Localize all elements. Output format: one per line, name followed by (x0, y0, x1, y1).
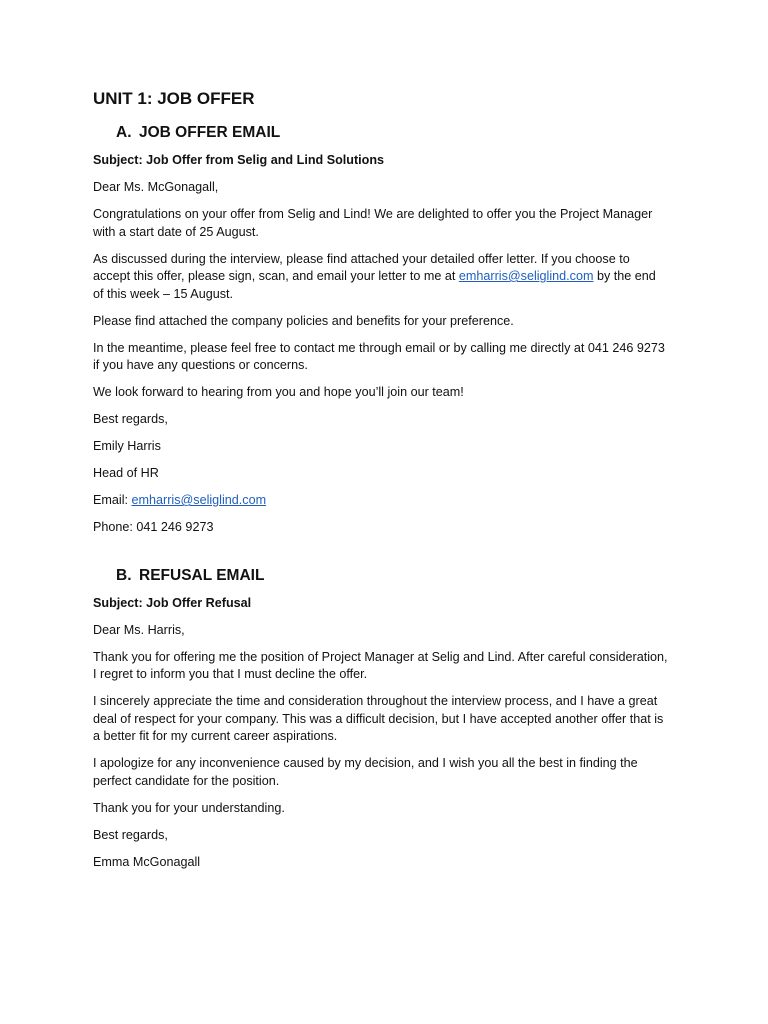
section-b-greeting: Dear Ms. Harris, (93, 622, 185, 637)
section-b-paragraph-2: I sincerely appreciate the time and consideration throughout the interview process, and I have a great deal of respect for your company. This was a difficult decision, but I have accepted another offer that is a better fit for my current career aspirations. (93, 694, 664, 743)
section-a-paragraph-5: We look forward to hearing from you and hope you’ll join our team! (93, 385, 464, 399)
email-label: Email: (93, 493, 132, 507)
section-b-closing: Best regards, (93, 827, 168, 842)
section-b-title: REFUSAL EMAIL (139, 566, 265, 584)
email-link-signature[interactable]: emharris@seliglind.com (131, 493, 267, 507)
section-a-signature-name: Emily Harris (93, 439, 161, 453)
section-b-heading (116, 566, 668, 586)
section-a-signature-role: Head of HR (93, 466, 159, 480)
section-a-closing: Best regards, (93, 412, 168, 426)
section-a-paragraph-1: Congratulations on your offer from Selig and Lind! We are delighted to offer you the Project Manager with a start date of 25 August. (93, 207, 653, 239)
email-link-inline[interactable]: emharris@seliglind.com (458, 269, 594, 283)
section-b-signature-name: Emma McGonagall (93, 854, 201, 869)
section-a (93, 123, 668, 537)
section-a-phone-line: Phone: 041 246 9273 (93, 520, 214, 534)
section-a-paragraph-3: Please find attached the company policies and benefits for your preference. (93, 313, 514, 328)
unit-title: UNIT 1: JOB OFFER (93, 89, 255, 108)
section-a-title: JOB OFFER EMAIL (139, 124, 281, 141)
section-a-email-line (93, 492, 668, 510)
section-b-subject: Subject: Job Offer Refusal (93, 595, 252, 610)
section-b-paragraph-4: Thank you for your understanding. (93, 800, 285, 815)
section-b (93, 566, 668, 872)
document-page (93, 88, 668, 881)
paragraph-2-text-after: by the end of this week – 15 August. (93, 269, 656, 301)
section-b-letter: B. (116, 566, 132, 584)
section-b-paragraph-3: I apologize for any inconvenience caused by my decision, and I wish you all the best in finding the perfect candidate for the position. (93, 756, 638, 788)
section-a-subject: Subject: Job Offer from Selig and Lind Solutions (93, 153, 385, 167)
section-a-greeting: Dear Ms. McGonagall, (93, 180, 219, 194)
section-a-heading (116, 123, 668, 143)
section-a-letter: A. (116, 124, 132, 141)
section-a-paragraph-2 (93, 251, 668, 304)
section-a-paragraph-4: In the meantime, please feel free to contact me through email or by calling me directly at 041 246 9273 if you have any questions or concerns. (93, 340, 665, 372)
section-b-paragraph-1: Thank you for offering me the position of Project Manager at Selig and Lind. After careful consideration, I regret to inform you that I must decline the offer. (93, 649, 668, 681)
paragraph-2-text-before: As discussed during the interview, please find attached your detailed offer letter. If you choose to accept this offer, please sign, scan, and email your letter to me at (93, 251, 630, 283)
